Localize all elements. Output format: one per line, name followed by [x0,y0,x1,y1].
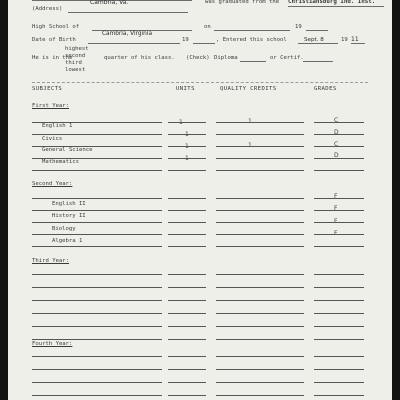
answer-line [314,246,364,247]
entered-month: Sept. 8 [304,37,324,43]
answer-line [168,158,206,159]
answer-line [32,300,162,301]
answer-line [314,274,364,275]
year-prefix-1: 19 [295,24,302,30]
row-subject: English II [52,201,86,207]
answer-line [216,246,304,247]
quarter-prefix: He is in the [32,55,73,61]
row-grade: D [334,152,339,159]
answer-line [168,222,206,223]
answer-line [314,222,364,223]
section-title-fourth-year: Fourth Year: [32,341,73,347]
answer-line [216,369,304,370]
diploma-label: Diploma [214,55,238,61]
row-grade: C [334,141,339,148]
check-label: (Check) [186,55,210,61]
answer-line [168,210,206,211]
answer-line [32,234,162,235]
answer-line [32,274,162,275]
answer-line [32,170,162,171]
section-title-third-year: Third Year: [32,258,70,264]
answer-line [32,369,162,370]
high-school-label: High School of [32,24,80,30]
answer-line [216,122,304,123]
answer-line [216,339,304,340]
answer-line [32,122,162,123]
quarter-suffix: quarter of his class. [104,55,175,61]
entered-year-hw: 11 [351,36,359,43]
section-title-second-year: Second Year: [32,181,73,187]
answer-line [168,122,206,123]
answer-line [32,313,162,314]
row-subject: History II [52,213,86,219]
answer-line [314,326,364,327]
row-credits: 1 [248,118,252,125]
answer-line [168,234,206,235]
quarter-option-third: third [65,60,82,66]
year-rule-2 [193,43,215,44]
answer-line [314,234,364,235]
row-grade: F [334,230,338,237]
on-label: on [204,24,211,30]
answer-line [32,287,162,288]
answer-line [314,122,364,123]
answer-line [216,222,304,223]
row-grade: F [334,218,338,225]
answer-line [168,382,206,383]
answer-line [314,395,364,396]
col-header-subjects: SUBJECTS [32,86,63,92]
quarter-option-highest: highest [65,46,89,52]
answer-line [32,222,162,223]
certif-label: or Certif. [270,55,304,61]
row-grade: F [334,193,338,200]
answer-line [216,300,304,301]
transcript-form [8,0,392,400]
answer-line [216,287,304,288]
answer-line [314,356,364,357]
row-subject: Mathematics [42,159,80,165]
school-name: Christiansburg Ind. Inst. [288,0,376,5]
answer-line [216,134,304,135]
school-rule [288,6,384,7]
entered-year-rule [351,43,365,44]
entered-year-prefix: 19 [341,37,348,43]
row-subject: General Science [42,147,93,153]
row-units: 1 [185,143,189,150]
answer-line [32,158,162,159]
quarter-option-lowest: lowest [65,67,86,73]
answer-line [314,170,364,171]
quarter-option-second: second [65,53,86,59]
address-value: Cambria, Va. [90,0,129,6]
row-grade: F [334,205,338,212]
row-units: 1 [185,131,189,138]
row-grade: D [334,129,339,136]
answer-line [168,313,206,314]
answer-line [32,210,162,211]
answer-line [314,287,364,288]
answer-line [32,382,162,383]
high-school-value: Cambria, Virginia [102,31,153,37]
address-label: (Address) [32,6,63,12]
answer-line [314,313,364,314]
dob-label: Date of Birth [32,37,76,43]
answer-line [314,158,364,159]
row-subject: Algebra 1 [52,238,83,244]
col-header-grades: GRADES [314,86,337,92]
year-prefix-2: 19 [182,37,189,43]
answer-line [216,170,304,171]
answer-line [168,326,206,327]
answer-line [168,395,206,396]
entered-label: , Entered this school [216,37,287,43]
entered-rule [298,43,338,44]
address-rule [68,12,188,13]
answer-line [216,313,304,314]
answer-line [314,146,364,147]
answer-line [168,146,206,147]
col-header-quality-credits: QUALITY CREDITS [220,86,277,92]
answer-line [168,246,206,247]
answer-line [314,134,364,135]
answer-line [168,134,206,135]
answer-line [216,198,304,199]
answer-line [32,198,162,199]
answer-line [168,170,206,171]
answer-line [216,146,304,147]
answer-line [216,395,304,396]
row-units: 1 [185,155,189,162]
on-rule [214,30,290,31]
answer-line [314,198,364,199]
row-units: 1 [179,119,183,126]
dob-rule [88,43,180,44]
answer-line [314,300,364,301]
answer-line [314,339,364,340]
row-credits: 1 [248,142,252,149]
answer-line [168,198,206,199]
answer-line [314,369,364,370]
answer-line [216,158,304,159]
row-subject: Biology [52,226,76,232]
answer-line [216,234,304,235]
graduation-text: was graduated from the [205,0,280,5]
section-title-first-year: First Year: [32,103,70,109]
answer-line [32,134,162,135]
answer-line [32,356,162,357]
answer-line [168,339,206,340]
certif-rule [303,61,333,62]
answer-line [32,146,162,147]
answer-line [216,274,304,275]
row-subject: English 1 [42,123,73,129]
answer-line [168,300,206,301]
answer-line [168,369,206,370]
answer-line [32,339,162,340]
answer-line [32,326,162,327]
answer-line [168,274,206,275]
answer-line [216,382,304,383]
answer-line [216,326,304,327]
row-grade: C [334,117,339,124]
answer-line [216,356,304,357]
diploma-rule [240,61,266,62]
row-subject: Civics [42,136,63,142]
answer-line [32,395,162,396]
col-header-units: UNITS [176,86,195,92]
answer-line [314,382,364,383]
answer-line [168,356,206,357]
answer-line [216,210,304,211]
year-rule-1 [306,30,328,31]
answer-line [314,210,364,211]
answer-line [168,287,206,288]
header-divider [32,82,368,83]
answer-line [32,246,162,247]
